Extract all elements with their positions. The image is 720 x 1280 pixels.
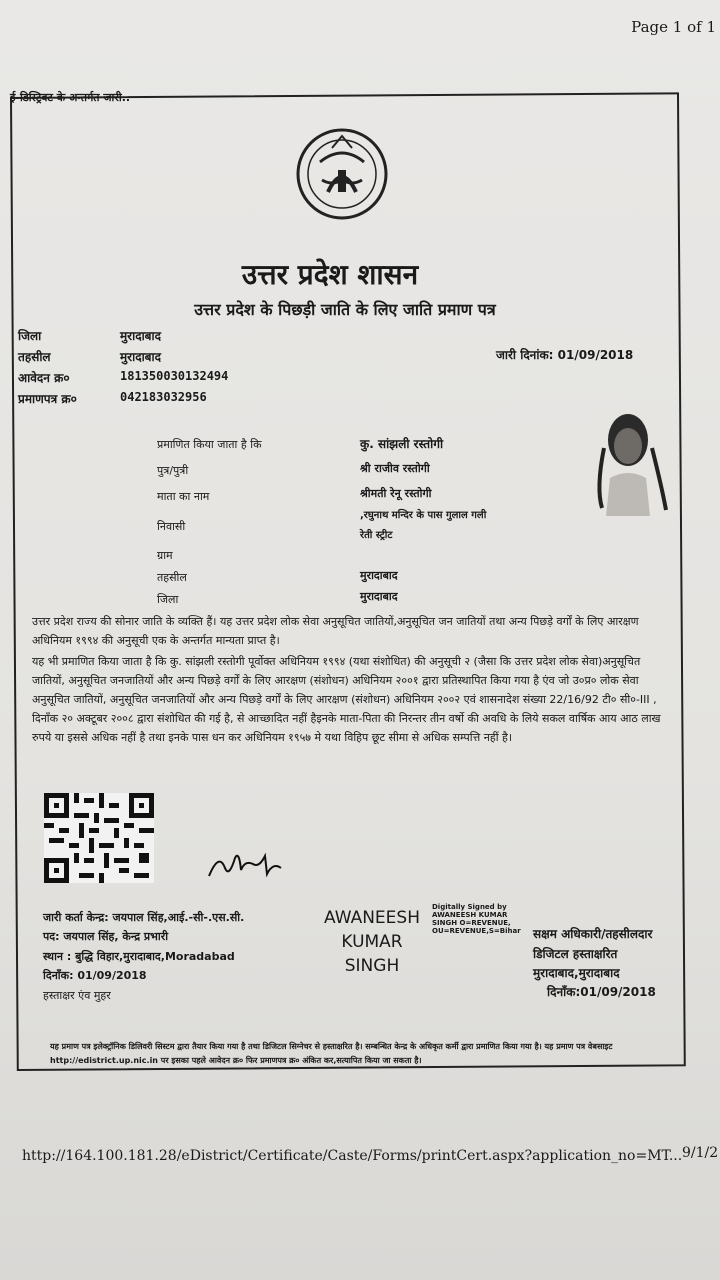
edistrict-note: ई-डिस्ट्रिक्ट के अन्तर्गत जारी.. xyxy=(10,91,131,104)
signer-name-line-2: KUMAR xyxy=(341,932,403,952)
print-date: 9/1/2 xyxy=(682,1145,719,1161)
village-label: ग्राम xyxy=(157,549,173,562)
detail-tehsil-value: मुरादाबाद xyxy=(360,569,398,582)
father-name: श्री राजीव रस्तोगी xyxy=(360,462,430,475)
signer-name-line-1: AWANEESH xyxy=(324,908,420,928)
address-line-2: रेती स्ट्रीट xyxy=(360,530,393,541)
eligibility-statement: यह भी प्रमाणित किया जाता है कि कु. सांझली रस्तोगी पूर्वोक्त अधिनियम १९९४ (यथा संशोधित) की अनुसूची २ (जैसा कि उत्तर प्रदेश लोक सेवा)अनुसूचित जातियों, अनुसूचित जनजातियों और अन्य पिछड़े वर्गों के लिए आरक्षण (संशोधन) अधिनियम २००१ द्वारा प्रतिस्थापित किया गया है एंव जो उ०प्र० लोक सेवा अनुसूचित जातियों, अनुसूचित जनजातियों और अन्य पिछड़े वर्गों के लिए आरक्षण (संशोधन) अधिनियम २००२ एवं शासनादेश संख्या 22/16/92 टी० सी०-III , दिनाँक २० अक्टूबर २००८ द्वारा संशोधित की गई है, से आच्छादित नहीं हैइनके माता-पिता की निरन्तर तीन वर्षो की अवधि के लिये सकल वार्षिक आय आठ लाख रुपये या इससे अधिक नहीं है तथा इनके पास धन कर अधिनियम १९५७ मे यथा विहिप छूट सीमा से अधिक सम्पत्ति नहीं है। xyxy=(32,655,661,744)
application-number-value: 181350030132494 xyxy=(120,369,229,383)
sign-and-seal-note: हस्ताक्षर एंव मुहर xyxy=(43,989,111,1002)
verification-note: यह प्रमाण पत्र इलेक्ट्रॉनिक डिलिवरी सिस्टम द्वारा तैयार किया गया है तथा डिजिटल सिग्नेचर से हस्ताक्षरित है। सम्बन्धित केन्द्र के अधिकृत कर्मी द्वारा प्रमाणित किया गया है। यह प्रमाण पत्र वेबसाइट http://edistrict.up.nic.in पर इसका पहले आवेदन क्र० फिर प्रमाणपत्र क्र० अंकित कर,सत्यापित किया जा सकता है। xyxy=(50,1042,613,1065)
district-label: जिला xyxy=(18,329,42,343)
tehsil-label: तहसील xyxy=(18,350,51,364)
signature-meta-line-3: SINGH O=REVENUE, xyxy=(432,919,511,927)
signature-meta-line-4: OU=REVENUE,S=Bihar xyxy=(432,927,521,935)
tehsil-value: मुरादाबाद xyxy=(120,350,162,364)
district-value: मुरादाबाद xyxy=(120,329,162,343)
qr-code-icon xyxy=(44,793,154,883)
authority-place: मुरादाबाद,मुरादाबाद xyxy=(533,966,620,980)
detail-district-label: जिला xyxy=(157,593,179,606)
issuer-date: दिनाँक: 01/09/2018 xyxy=(43,969,147,982)
address-line-1: ,रघुनाथ मन्दिर के पास गुलाल गली xyxy=(360,510,487,521)
signature-meta-line-1: Digitally Signed by xyxy=(432,903,507,911)
authority-title: सक्षम अधिकारी/तहसीलदार xyxy=(533,927,653,941)
mother-name: श्रीमती रेनू रस्तोगी xyxy=(360,487,432,500)
issuer-signature-icon xyxy=(205,848,285,882)
mother-label: माता का नाम xyxy=(157,490,210,503)
certify-label: प्रमाणित किया जाता है कि xyxy=(157,438,262,451)
up-government-emblem-icon xyxy=(292,122,392,230)
issuer-place: स्थान : बुद्धि विहार,मुरादाबाद,Moradabad xyxy=(43,950,235,963)
certificate-title: उत्तर प्रदेश के पिछड़ी जाति के लिए जाति प्रमाण पत्र xyxy=(194,300,496,319)
child-of-label: पुत्र/पुत्री xyxy=(157,464,189,477)
caste-statement: उत्तर प्रदेश राज्य की सोनार जाति के व्यक्ति हैं। यह उत्तर प्रदेश लोक सेवा अनुसूचित जातियों,अनुसूचित जन जातियों तथा अन्य पिछड़े वर्गों के लिए आरक्षण अधिनियम १९९४ की अनुसूची एक के अन्तर्गत मान्यता प्राप्त है। xyxy=(32,615,639,647)
issuing-center: जारी कर्ता केन्द्र: जयपाल सिंह,आई.-सी-.एस.सी. xyxy=(43,911,245,924)
certificate-number-value: 042183032956 xyxy=(120,390,207,404)
issue-date-value: 01/09/2018 xyxy=(557,348,634,362)
authority-date: दिनाँक:01/09/2018 xyxy=(547,985,656,999)
issue-date-label: जारी दिनांक: xyxy=(496,348,554,362)
issuer-designation: पद: जयपाल सिंह, केन्द्र प्रभारी xyxy=(43,930,169,943)
detail-district-value: मुरादाबाद xyxy=(360,590,398,603)
detail-tehsil-label: तहसील xyxy=(157,571,187,584)
signer-name-line-3: SINGH xyxy=(344,956,400,976)
page-number: Page 1 of 1 xyxy=(631,18,716,36)
authority-sign-type: डिजिटल हस्ताक्षरित xyxy=(533,947,618,961)
signature-meta-line-2: AWANEESH KUMAR xyxy=(432,911,508,919)
print-url: http://164.100.181.28/eDistrict/Certificate/Caste/Forms/printCert.aspx?application_no=MT... xyxy=(22,1148,683,1164)
certificate-number-label: प्रमाणपत्र क्र० xyxy=(18,392,77,406)
application-number-label: आवेदन क्र० xyxy=(18,371,70,385)
government-title: उत्तर प्रदेश शासन xyxy=(241,258,419,291)
applicant-name: कु. सांझली रस्तोगी xyxy=(360,437,444,451)
resident-label: निवासी xyxy=(157,520,186,533)
digital-signer-name xyxy=(312,906,432,978)
issue-date xyxy=(496,346,633,363)
applicant-photo xyxy=(590,408,670,516)
digital-signature-details xyxy=(432,903,521,935)
